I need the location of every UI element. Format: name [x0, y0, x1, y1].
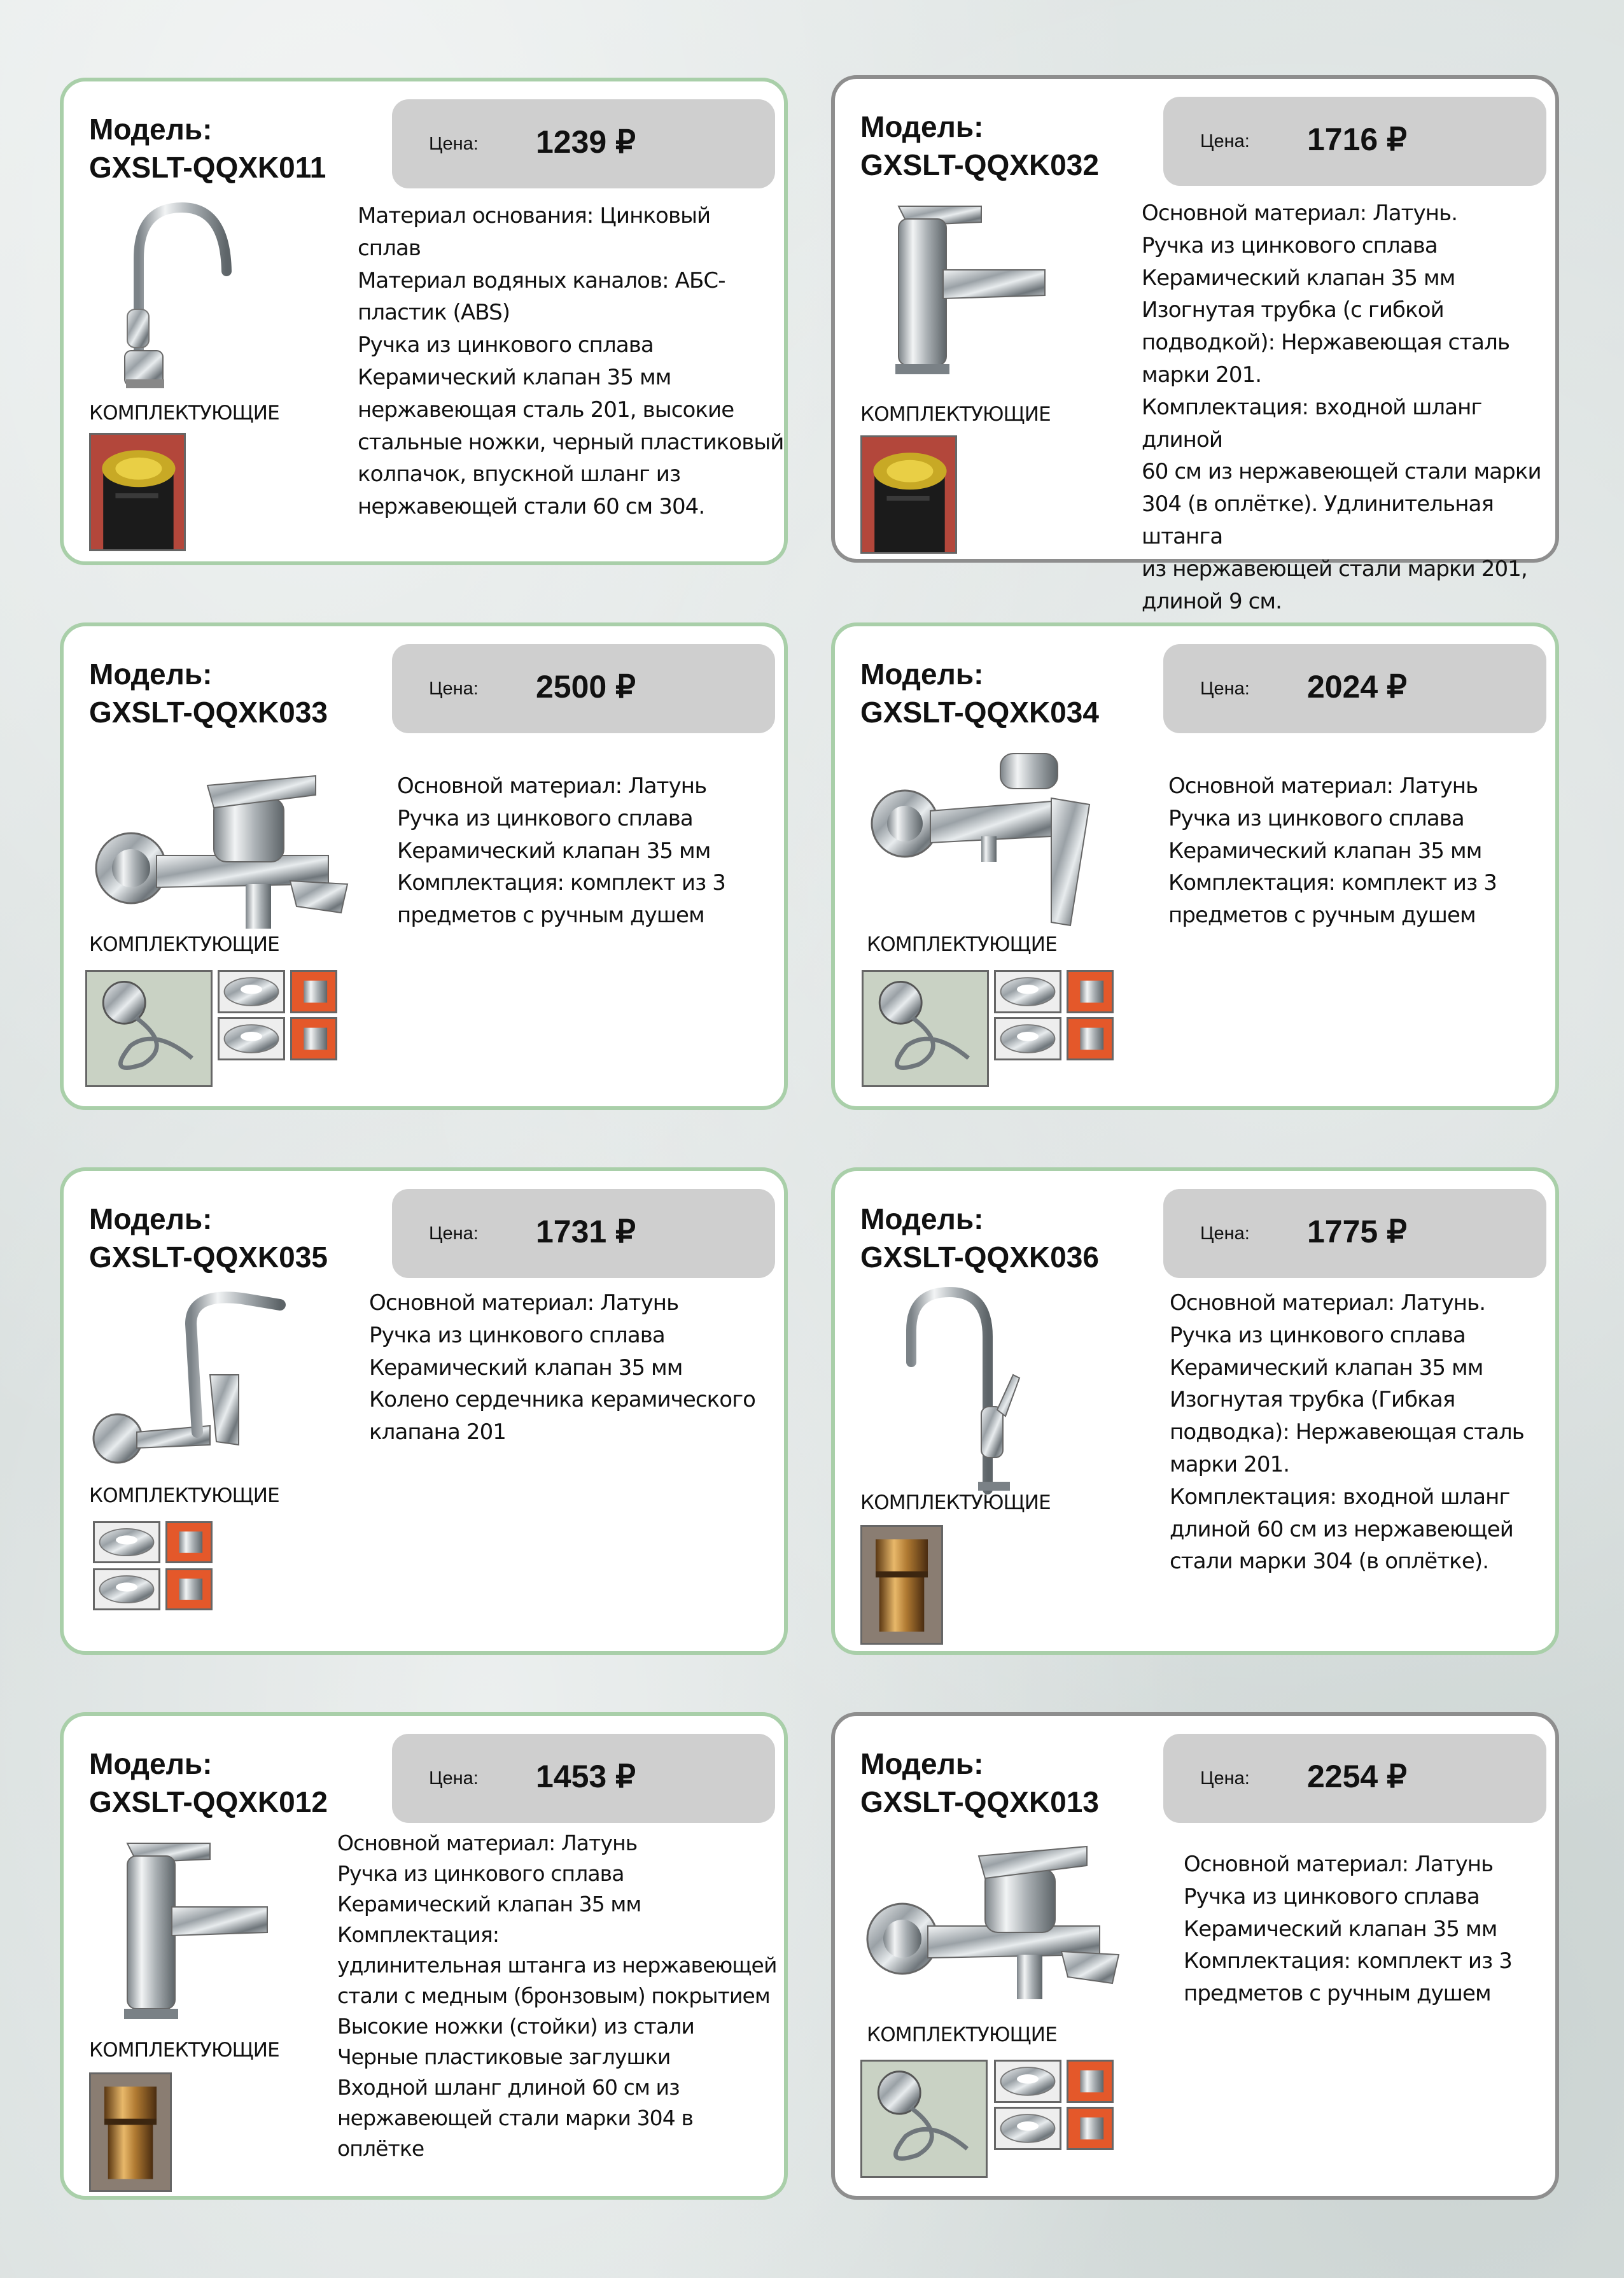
description-line: Основной материал: Латунь: [1168, 773, 1478, 799]
price-label: Цена:: [429, 678, 479, 699]
price-value: 1716 ₽: [1307, 122, 1407, 157]
description-line: Керамический клапан 35 мм: [337, 1892, 641, 1916]
description-line: Керамический клапан 35 мм: [358, 364, 671, 390]
description-line: Комплектация:: [337, 1922, 500, 1947]
eccentric-fitting-icon: [165, 1568, 213, 1610]
model-code: GXSLT-QQXK036: [860, 1241, 1099, 1274]
product-card: [60, 1712, 788, 2200]
description-line: Основной материал: Латунь: [337, 1831, 638, 1855]
description-line: из нержавеющей стали марки 201,: [1142, 556, 1527, 582]
model-label: Модель:: [89, 113, 213, 146]
gooseneck-faucet-icon: [860, 1279, 1039, 1496]
product-card: [831, 1712, 1559, 2200]
description-line: Основной материал: Латунь: [1184, 1852, 1494, 1877]
price-box: [1163, 1189, 1546, 1278]
description-line: Входной шланг длиной 60 см из: [337, 2075, 680, 2100]
model-code: GXSLT-QQXK032: [860, 148, 1099, 181]
accessories-label: КОМПЛЕКТУЮЩИЕ: [867, 2023, 1057, 2046]
description-line: Материал водяных каналов: АБС-: [358, 267, 725, 293]
model-code: GXSLT-QQXK011: [89, 151, 326, 184]
description-line: нержавеющая сталь 201, высокие: [358, 397, 734, 423]
product-card: [831, 75, 1559, 614]
description-line: Материал основания: Цинковый: [358, 203, 711, 229]
description-line: колпачок, впускной шланг из: [358, 461, 681, 488]
description-line: Основной материал: Латунь.: [1170, 1290, 1486, 1316]
description-line: Керамический клапан 35 мм: [1184, 1916, 1497, 1942]
description-line: Ручка из цинкового сплава: [1184, 1883, 1480, 1909]
model-label: Модель:: [860, 110, 984, 143]
description-line: Ручка из цинкового сплава: [397, 805, 693, 831]
product-card: [60, 622, 788, 1110]
accessories-label: КОМПЛЕКТУЮЩИЕ: [89, 933, 279, 956]
accessories-label: КОМПЛЕКТУЮЩИЕ: [867, 933, 1057, 956]
black-plastic-cap-icon: [89, 433, 186, 551]
price-box: [1163, 644, 1546, 733]
product-description: [1168, 770, 1497, 932]
price-box: [1163, 97, 1546, 186]
product-description: [369, 1287, 755, 1449]
flange-icon: [994, 970, 1061, 1013]
description-line: нержавеющей стали 60 см 304.: [358, 494, 705, 520]
description-line: Высокие ножки (стойки) из стали: [337, 2014, 694, 2039]
description-line: нержавеющей стали марки 304 в оплётке: [337, 2106, 694, 2161]
eccentric-fitting-icon: [290, 1017, 337, 1060]
price-value: 1775 ₽: [1307, 1214, 1407, 1249]
brass-extension-icon: [89, 2072, 172, 2192]
hand-shower-icon: [862, 970, 989, 1087]
accessories-label: КОМПЛЕКТУЮЩИЕ: [860, 403, 1051, 426]
bath-mixer-icon: [858, 1837, 1151, 2028]
description-line: длиной 9 см.: [1142, 588, 1282, 614]
model-label: Модель:: [860, 1747, 984, 1780]
description-line: стали с медным (бронзовым) покрытием: [337, 1983, 770, 2008]
flange-icon: [93, 1521, 160, 1563]
description-line: Ручка из цинкового сплава: [358, 332, 654, 358]
price-value: 1239 ₽: [536, 124, 636, 160]
price-label: Цена:: [1200, 1223, 1250, 1244]
product-card: [831, 622, 1559, 1110]
hand-shower-icon: [860, 2060, 988, 2178]
product-description: [358, 200, 784, 523]
accessories-label: КОМПЛЕКТУЮЩИЕ: [860, 1491, 1051, 1514]
accessories-label: КОМПЛЕКТУЮЩИЕ: [89, 1484, 279, 1507]
model-label: Модель:: [860, 657, 984, 691]
product-card: [60, 1167, 788, 1655]
brass-extension-icon: [860, 1525, 943, 1645]
description-line: Комплектация: комплект из 3: [1168, 870, 1497, 896]
eccentric-fitting-icon: [1067, 970, 1114, 1013]
price-label: Цена:: [429, 1223, 479, 1244]
bath-mixer-icon: [87, 760, 379, 951]
description-line: Керамический клапан 35 мм: [369, 1354, 683, 1381]
description-line: Основной материал: Латунь: [369, 1290, 679, 1316]
price-box: [392, 644, 775, 733]
basin-faucet-icon: [873, 193, 1051, 384]
eccentric-fitting-icon: [1067, 2060, 1114, 2103]
eccentric-fitting-icon: [165, 1521, 213, 1563]
description-line: подводкой): Нержавеющая сталь: [1142, 330, 1510, 356]
description-line: Черные пластиковые заглушки: [337, 2044, 671, 2069]
price-box: [392, 1734, 775, 1823]
flange-icon: [218, 1017, 285, 1060]
price-label: Цена:: [1200, 678, 1250, 699]
product-description: [1170, 1287, 1524, 1578]
description-line: Керамический клапан 35 мм: [1168, 838, 1482, 864]
description-line: Изогнутая трубка (с гибкой: [1142, 297, 1444, 323]
description-line: стали марки 304 (в оплётке).: [1170, 1549, 1489, 1575]
product-description: [1184, 1848, 1512, 2010]
price-box: [392, 99, 775, 188]
description-line: подводка): Нержавеющая сталь: [1170, 1419, 1524, 1445]
price-box: [392, 1189, 775, 1278]
description-line: Ручка из цинкового сплава: [337, 1861, 624, 1886]
description-line: предметов с ручным душем: [1168, 903, 1476, 929]
accessories-label: КОМПЛЕКТУЮЩИЕ: [89, 402, 279, 425]
eccentric-fitting-icon: [1067, 2107, 1114, 2150]
price-label: Цена:: [429, 134, 479, 154]
price-value: 1731 ₽: [536, 1214, 636, 1249]
model-label: Модель:: [89, 1747, 213, 1780]
accessories-label: КОМПЛЕКТУЮЩИЕ: [89, 2039, 279, 2062]
description-line: Керамический клапан 35 мм: [397, 838, 711, 864]
flange-icon: [93, 1568, 160, 1610]
description-line: пластик (ABS): [358, 300, 510, 326]
price-label: Цена:: [1200, 1768, 1250, 1789]
description-line: Комплектация: комплект из 3: [397, 870, 725, 896]
hand-shower-icon: [85, 970, 213, 1087]
description-line: Керамический клапан 35 мм: [1142, 265, 1455, 291]
description-line: предметов с ручным душем: [1184, 1981, 1491, 2007]
description-line: Ручка из цинкового сплава: [369, 1322, 665, 1348]
price-label: Цена:: [429, 1768, 479, 1789]
flange-icon: [994, 2107, 1061, 2150]
price-box: [1163, 1734, 1546, 1823]
model-code: GXSLT-QQXK033: [89, 696, 328, 729]
description-line: удлинительная штанга из нержавеющей: [337, 1953, 777, 1978]
shower-mixer-icon: [860, 741, 1115, 938]
price-value: 1453 ₽: [536, 1759, 636, 1794]
price-value: 2500 ₽: [536, 669, 636, 705]
description-line: предметов с ручным душем: [397, 903, 704, 929]
description-line: Колено сердечника керамического: [369, 1387, 756, 1413]
description-line: 304 (в оплётке). Удлинительная штанга: [1142, 491, 1494, 549]
price-value: 2024 ₽: [1307, 669, 1407, 705]
product-description: [397, 770, 725, 932]
description-line: Комплектация: входной шланг длиной: [1142, 394, 1482, 453]
model-code: GXSLT-QQXK013: [860, 1785, 1099, 1818]
product-card: [831, 1167, 1559, 1655]
model-label: Модель:: [89, 1202, 213, 1235]
description-line: марки 201.: [1142, 362, 1262, 388]
flange-icon: [994, 2060, 1061, 2103]
eccentric-fitting-icon: [290, 970, 337, 1013]
product-description: [1142, 197, 1555, 617]
price-value: 2254 ₽: [1307, 1759, 1407, 1794]
model-code: GXSLT-QQXK012: [89, 1785, 328, 1818]
description-line: Основной материал: Латунь: [397, 773, 707, 799]
model-label: Модель:: [860, 1202, 984, 1235]
description-line: 60 см из нержавеющей стали марки: [1142, 459, 1541, 485]
description-line: стальные ножки, черный пластиковый: [358, 429, 784, 455]
model-code: GXSLT-QQXK034: [860, 696, 1099, 729]
description-line: Комплектация: комплект из 3: [1184, 1948, 1512, 1974]
model-code: GXSLT-QQXK035: [89, 1241, 328, 1274]
description-line: Ручка из цинкового сплава: [1142, 232, 1438, 258]
description-line: Ручка из цинкового сплава: [1170, 1322, 1466, 1348]
price-label: Цена:: [1200, 131, 1250, 151]
description-line: Основной материал: Латунь.: [1142, 200, 1458, 226]
description-line: длиной 60 см из нержавеющей: [1170, 1516, 1513, 1542]
description-line: сплав: [358, 235, 421, 261]
flange-icon: [994, 1017, 1061, 1060]
model-label: Модель:: [89, 657, 213, 691]
black-plastic-cap-icon: [860, 435, 957, 554]
description-line: Комплектация: входной шланг: [1170, 1484, 1510, 1510]
description-line: клапана 201: [369, 1419, 507, 1445]
flange-icon: [218, 970, 285, 1013]
tall-kitchen-faucet-icon: [87, 188, 233, 398]
eccentric-fitting-icon: [1067, 1017, 1114, 1060]
description-line: Изогнутая трубка (Гибкая: [1170, 1387, 1455, 1413]
description-line: марки 201.: [1170, 1451, 1290, 1477]
description-line: Ручка из цинкового сплава: [1168, 805, 1464, 831]
product-description: [337, 1828, 784, 2164]
description-line: Керамический клапан 35 мм: [1170, 1354, 1483, 1381]
basin-faucet-icon: [102, 1831, 280, 2028]
wall-kitchen-faucet-icon: [89, 1279, 293, 1489]
product-card: [60, 78, 788, 565]
